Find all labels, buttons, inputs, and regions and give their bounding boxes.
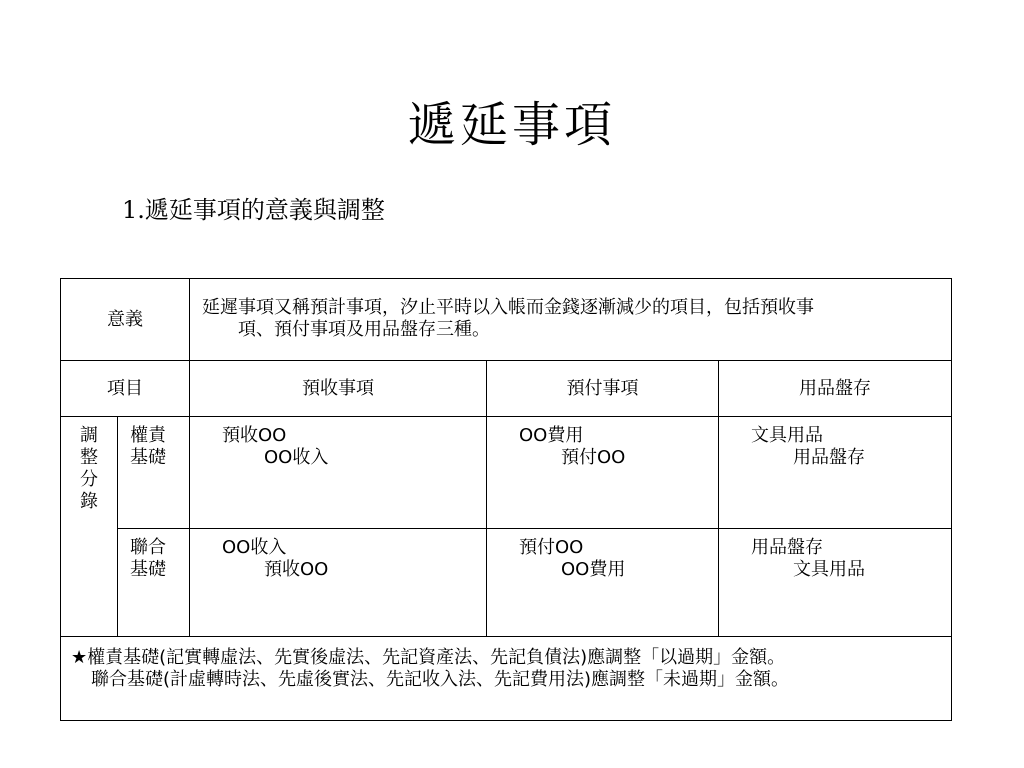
meaning-row <box>61 279 952 361</box>
col-header-prepaid: 預付事項 <box>487 361 719 417</box>
page-title: 遞延事項 <box>407 97 616 153</box>
meaning-description <box>190 279 952 361</box>
journal-entry: 預收OO OO收入 <box>190 417 487 529</box>
meaning-line-1: 延遲事項又稱預計事項，汐止平時以入帳而金錢逐漸減少的項目，包括預收事 <box>202 297 814 318</box>
col-header-supplies: 用品盤存 <box>719 361 952 417</box>
col-header-unearned: 預收事項 <box>190 361 487 417</box>
note-line-2: 聯合基礎(計虛轉時法、先虛後實法、先記收入法、先記費用法)應調整「未過期」金額。 <box>91 669 790 690</box>
table-row <box>61 417 952 529</box>
deferral-table <box>60 278 952 721</box>
note-text <box>61 637 952 721</box>
meaning-label: 意義 <box>61 279 190 361</box>
item-label: 項目 <box>61 361 190 417</box>
note-row <box>61 637 952 721</box>
adjusting-entries-label: 調 整 分 錄 <box>61 417 118 637</box>
section-heading: 1.遞延事項的意義與調整 <box>122 196 385 224</box>
note-line-1: ★權責基礎(記實轉虛法、先實後虛法、先記資產法、先記負債法)應調整「以過期」金額。 <box>71 647 786 668</box>
basis-label-accrual: 權責 基礎 <box>118 417 190 529</box>
journal-entry: OO費用 預付OO <box>487 417 719 529</box>
journal-entry: 文具用品 用品盤存 <box>719 417 952 529</box>
journal-entry: 用品盤存 文具用品 <box>719 529 952 637</box>
basis-label-mixed: 聯合 基礎 <box>118 529 190 637</box>
journal-entry: OO收入 預收OO <box>190 529 487 637</box>
header-row <box>61 361 952 417</box>
meaning-line-2: 項、預付事項及用品盤存三種。 <box>238 319 490 340</box>
table-row <box>61 529 952 637</box>
journal-entry: 預付OO OO費用 <box>487 529 719 637</box>
